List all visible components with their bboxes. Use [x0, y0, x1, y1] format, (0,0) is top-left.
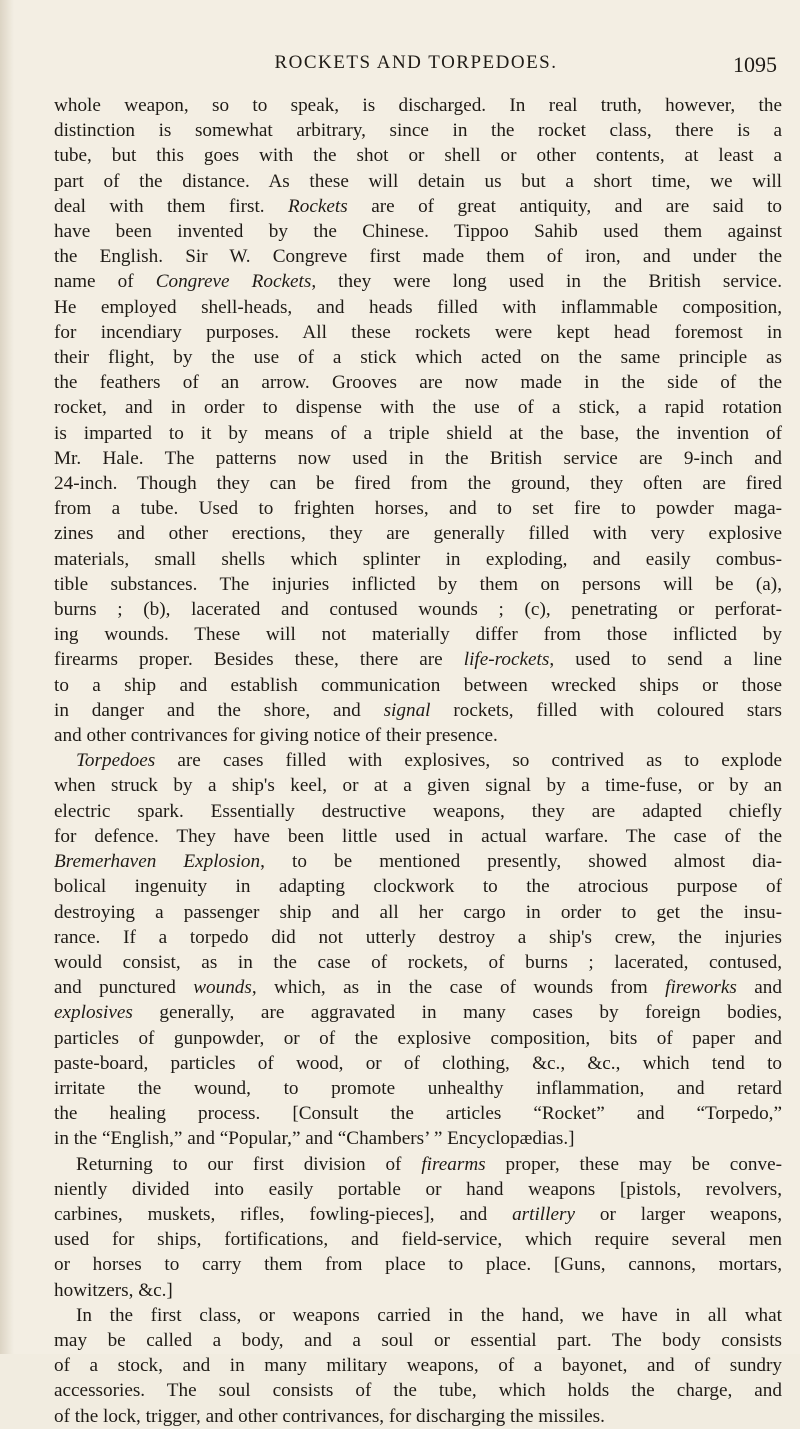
text-line: in the “English,” and “Popular,” and “Chambers’ ” Encyclopædias.]: [54, 1128, 575, 1150]
body-text: [54, 93, 782, 1429]
text-line: firearms proper. Besides these, there are life-rockets, used to send a line: [54, 649, 783, 671]
text-line: Torpedoes are cases filled with explosives, so contrived as to explode: [76, 750, 782, 772]
text-line: whole weapon, so to speak, is discharged. In real truth, however, the: [54, 95, 782, 116]
text-line: tube, but this goes with the shot or shell or other contents, at least a: [54, 145, 782, 167]
text-line: burns ; (b), lacerated and contused wounds ; (c), penetrating or perforat-: [54, 599, 782, 621]
text-line: their flight, by the use of a stick which acted on the same principle as: [54, 347, 782, 369]
text-line: irritate the wound, to promote unhealthy inflammation, and retard: [54, 1077, 782, 1099]
text-line: of a stock, and in many military weapons, of a bayonet, and of sundry: [54, 1355, 782, 1377]
text-line: may be called a body, and a soul or essential part. The body consists: [54, 1329, 782, 1351]
text-line: particles of gunpowder, or of the explosive composition, bits of paper and: [54, 1027, 782, 1049]
text-line: for incendiary purposes. All these rockets were kept head foremost in: [54, 321, 782, 343]
text-line: when struck by a ship's keel, or at a given signal by a time-fuse, or by an: [54, 775, 782, 797]
text-line: would consist, as in the case of rockets, of burns ; lacerated, contused,: [54, 951, 782, 973]
text-line: Returning to our first division of firearms proper, these may be conve-: [76, 1153, 782, 1175]
text-line: Bremerhaven Explosion, to be mentioned presently, showed almost dia-: [54, 851, 782, 873]
text-line: electric spark. Essentially destructive weapons, they are adapted chiefly: [54, 800, 782, 822]
text-line: the feathers of an arrow. Grooves are now made in the side of the: [54, 372, 782, 394]
text-line: explosives generally, are aggravated in many cases by foreign bodies,: [54, 1002, 782, 1024]
text-line: tible substances. The injuries inflicted by them on persons will be (a),: [54, 573, 782, 595]
text-line: name of Congreve Rockets, they were long used in the British service.: [54, 271, 782, 293]
text-line: the healing process. [Consult the articles “Rocket” and “Torpedo,”: [54, 1103, 782, 1125]
text-line: or horses to carry them from place to place. [Guns, cannons, mortars,: [54, 1254, 782, 1276]
text-line: and other contrivances for giving notice of their presence.: [54, 725, 498, 747]
text-line: used for ships, fortifications, and field-service, which require several men: [54, 1229, 782, 1251]
text-line: deal with them first. Rockets are of great antiquity, and are said to: [54, 195, 782, 217]
text-line: rance. If a torpedo did not utterly destroy a ship's crew, the injuries: [54, 926, 782, 948]
text-line: bolical ingenuity in adapting clockwork to the atrocious purpose of: [54, 876, 782, 898]
text-line: howitzers, &c.]: [54, 1279, 173, 1301]
text-line: He employed shell-heads, and heads filled with inflammable composition,: [54, 296, 782, 318]
page-number: 1095: [733, 52, 777, 77]
text-line: to a ship and establish communication between wrecked ships or those: [54, 674, 782, 696]
text-line: and punctured wounds, which, as in the case of wounds from fireworks and: [54, 977, 782, 999]
text-line: is imparted to it by means of a triple shield at the base, the invention of: [54, 422, 782, 444]
text-line: ing wounds. These will not materially differ from those inflicted by: [54, 624, 782, 646]
text-line: Mr. Hale. The patterns now used in the British service are 9-inch and: [54, 447, 782, 469]
text-line: distinction is somewhat arbitrary, since in the rocket class, there is a: [54, 120, 782, 142]
text-line: of the lock, trigger, and other contrivances, for discharging the missiles.: [54, 1405, 605, 1427]
text-line: In the first class, or weapons carried in the hand, we have in all what: [76, 1304, 782, 1326]
text-line: zines and other erections, they are generally filled with very explosive: [54, 523, 782, 545]
text-line: for defence. They have been little used in actual warfare. The case of the: [54, 825, 782, 847]
text-line: materials, small shells which splinter in exploding, and easily combus-: [54, 548, 782, 570]
text-line: rocket, and in order to dispense with the use of a stick, a rapid rotation: [54, 397, 782, 419]
text-line: 24-inch. Though they can be fired from the ground, they often are fired: [54, 473, 782, 495]
text-line: accessories. The soul consists of the tube, which holds the charge, and: [54, 1380, 782, 1402]
text-line: destroying a passenger ship and all her cargo in order to get the insu-: [54, 901, 782, 923]
text-line: paste-board, particles of wood, or of clothing, &c., &c., which tend to: [54, 1052, 782, 1074]
page-header: [55, 52, 777, 82]
text-line: the English. Sir W. Congreve first made them of iron, and under the: [54, 246, 782, 268]
text-line: part of the distance. As these will detain us but a short time, we will: [54, 170, 782, 192]
text-line: in danger and the shore, and signal rockets, filled with coloured stars: [54, 699, 782, 721]
text-line: niently divided into easily portable or hand weapons [pistols, revolvers,: [54, 1178, 782, 1200]
text-line: from a tube. Used to frighten horses, and to set fire to powder maga-: [54, 498, 782, 520]
running-head: ROCKETS AND TORPEDOES.: [274, 52, 558, 73]
text-line: have been invented by the Chinese. Tippoo Sahib used them against: [54, 221, 782, 243]
text-line: carbines, muskets, rifles, fowling-pieces], and artillery or larger weapons,: [54, 1203, 782, 1225]
page-edge-shadow: [0, 0, 14, 1354]
